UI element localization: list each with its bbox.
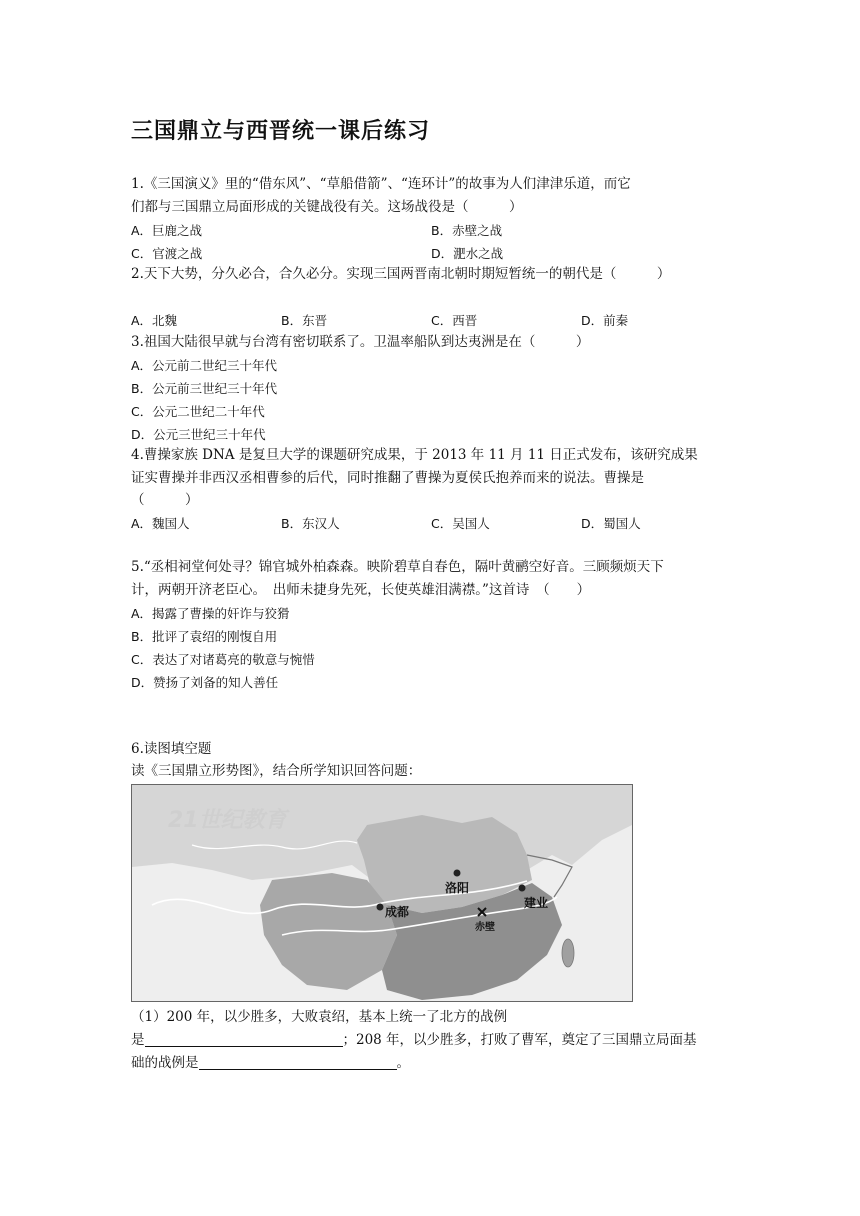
q6-sub1-end: 。 bbox=[396, 1055, 410, 1071]
q5-option-a[interactable]: A．揭露了曹操的奸诈与狡猾 bbox=[131, 606, 290, 621]
q6-sub1-middle: ；208 年，以少胜多，打败了曹军，奠定了三国鼎立局面基 bbox=[342, 1032, 697, 1048]
q4-stem-line2: 证实曹操并非西汉丞相曹参的后代，同时推翻了曹操为夏侯氏抱养而来的说法。曹操是 bbox=[131, 470, 644, 486]
q2-option-d[interactable]: D．前秦 bbox=[581, 313, 629, 328]
q6-sub1-prefix2: 础的战例是 bbox=[131, 1055, 199, 1071]
q6-sub1-line1: （1）200 年，以少胜多，大败袁绍，基本上统一了北方的战例 bbox=[131, 1009, 508, 1025]
q6-sub1-line3 bbox=[131, 1052, 410, 1075]
q4-option-b[interactable]: B．东汉人 bbox=[281, 516, 340, 531]
q5-option-d[interactable]: D．赞扬了刘备的知人善任 bbox=[131, 675, 279, 690]
q6-heading: 6.读图填空题 bbox=[131, 741, 212, 757]
three-kingdoms-map bbox=[131, 784, 633, 1002]
page-title: 三国鼎立与西晋统一课后练习 bbox=[131, 119, 431, 144]
q2-option-b[interactable]: B．东晋 bbox=[281, 313, 328, 328]
q1-option-a[interactable]: A．巨鹿之战 bbox=[131, 223, 203, 238]
map-label-chibi: 赤壁 bbox=[475, 922, 495, 933]
q1-option-b[interactable]: B．赤壁之战 bbox=[431, 223, 503, 238]
q1-option-d[interactable]: D．淝水之战 bbox=[431, 246, 504, 261]
q4-option-d[interactable]: D．蜀国人 bbox=[581, 516, 641, 531]
q5-option-c[interactable]: C．表达了对诸葛亮的敬意与惋惜 bbox=[131, 652, 315, 667]
q6-intro: 读《三国鼎立形势图》，结合所学知识回答问题： bbox=[131, 763, 422, 779]
q6-sub1-line2 bbox=[131, 1029, 697, 1052]
q4-option-a[interactable]: A．魏国人 bbox=[131, 516, 190, 531]
q2-option-a[interactable]: A．北魏 bbox=[131, 313, 178, 328]
q6-sub1-prefix: 是 bbox=[131, 1032, 145, 1048]
q3-stem: 3.祖国大陆很早就与台湾有密切联系了。卫温率船队到达夷洲是在（ ） bbox=[131, 334, 590, 350]
q3-option-b[interactable]: B．公元前三世纪三十年代 bbox=[131, 381, 278, 396]
q1-option-c[interactable]: C．官渡之战 bbox=[131, 246, 203, 261]
q5-option-b[interactable]: B．批评了袁绍的刚愎自用 bbox=[131, 629, 278, 644]
q1-stem-line1: 1.《三国演义》里的“借东风”、“草船借箭”、“连环计”的故事为人们津津乐道，而它 bbox=[131, 176, 631, 192]
q5-stem-line1: 5.“丞相祠堂何处寻？锦官城外柏森森。映阶碧草自春色，隔叶黄鹂空好音。三顾频烦天下 bbox=[131, 559, 664, 575]
q3-option-d[interactable]: D．公元三世纪三十年代 bbox=[131, 427, 266, 442]
answer-blank-1[interactable] bbox=[145, 1032, 343, 1047]
q4-stem-line3: （ ） bbox=[131, 492, 199, 508]
q3-option-c[interactable]: C．公元二世纪二十年代 bbox=[131, 404, 265, 419]
q1-stem-line2: 们都与三国鼎立局面形成的关键战役有关。这场战役是（ ） bbox=[131, 199, 523, 215]
q4-option-c[interactable]: C．吴国人 bbox=[431, 516, 490, 531]
q3-option-a[interactable]: A．公元前二世纪三十年代 bbox=[131, 358, 278, 373]
map-watermark: 21世纪教育 bbox=[168, 808, 287, 833]
q4-stem-line1: 4.曹操家族 DNA 是复旦大学的课题研究成果，于 2013 年 11 月 11 日正式发布，该研究成果 bbox=[131, 447, 698, 463]
q2-stem: 2.天下大势，分久必合，合久必分。实现三国两晋南北朝时期短暂统一的朝代是（ ） bbox=[131, 266, 671, 282]
map-label-jianye: 建业 bbox=[524, 896, 549, 910]
answer-blank-2[interactable] bbox=[199, 1055, 397, 1070]
q5-stem-line2: 计，两朝开济老臣心。 出师未捷身先死，长使英雄泪满襟。”这首诗 （ ） bbox=[131, 582, 591, 598]
map-label-chengdu: 成都 bbox=[385, 905, 410, 919]
q2-option-c[interactable]: C．西晋 bbox=[431, 313, 478, 328]
map-label-luoyang: 洛阳 bbox=[445, 881, 470, 895]
